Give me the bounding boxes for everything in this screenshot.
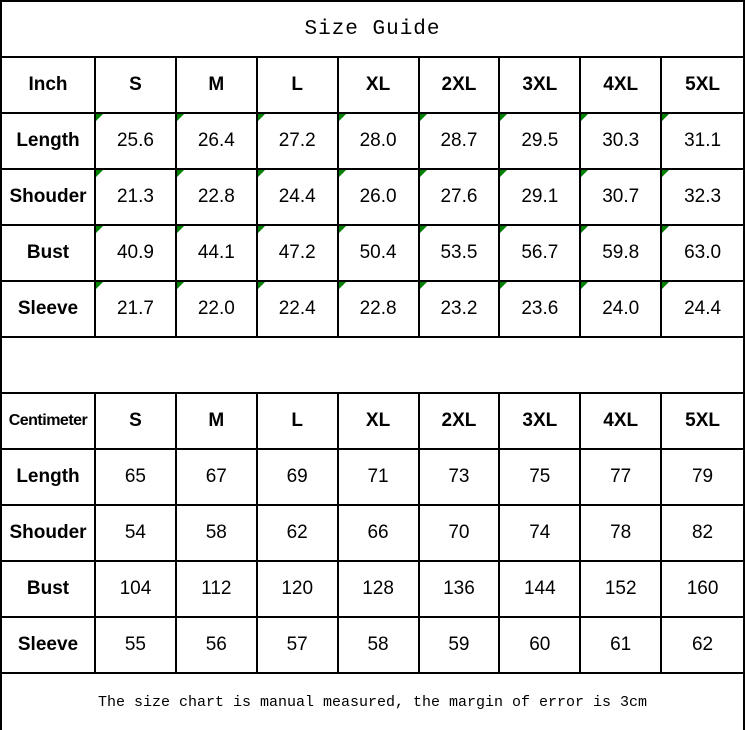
cell-text: 26.0 xyxy=(359,186,397,207)
measure-value-cell xyxy=(258,282,339,338)
green-corner-marker-icon xyxy=(177,114,184,121)
green-corner-marker-icon xyxy=(96,226,103,233)
cell-text: Sleeve xyxy=(17,634,79,655)
measure-value-cell xyxy=(581,114,662,170)
measure-value-cell xyxy=(662,226,743,282)
measure-label-cell xyxy=(2,282,96,338)
measure-value-cell xyxy=(581,618,662,674)
cell-text: Bust xyxy=(26,578,70,599)
measure-value-cell xyxy=(258,562,339,618)
measure-value-cell xyxy=(96,562,177,618)
cell-text: 22.4 xyxy=(278,298,316,319)
cell-text: 22.8 xyxy=(359,298,397,319)
measure-value-cell xyxy=(339,282,420,338)
measure-value-cell xyxy=(500,226,581,282)
measure-value-cell xyxy=(96,282,177,338)
cell-text: 2XL xyxy=(441,74,477,95)
measure-value-cell xyxy=(420,618,501,674)
measure-value-cell xyxy=(177,170,258,226)
size-header-cell xyxy=(662,58,743,114)
green-corner-marker-icon xyxy=(420,114,427,121)
green-corner-marker-icon xyxy=(96,170,103,177)
cell-text: 29.1 xyxy=(521,186,559,207)
cell-text: 22.8 xyxy=(197,186,235,207)
measure-label-cell xyxy=(2,506,96,562)
cell-text: Inch xyxy=(28,74,68,95)
measure-value-cell xyxy=(258,226,339,282)
green-corner-marker-icon xyxy=(339,114,346,121)
size-header-cell xyxy=(581,394,662,450)
cell-text: S xyxy=(129,410,142,431)
measure-value-cell xyxy=(420,226,501,282)
green-corner-marker-icon xyxy=(500,226,507,233)
cell-text: 50.4 xyxy=(359,242,397,263)
measure-label-cell xyxy=(2,450,96,506)
cell-text: 61 xyxy=(610,634,632,655)
green-corner-marker-icon xyxy=(662,282,669,289)
size-header-cell xyxy=(500,58,581,114)
cell-text: 24.4 xyxy=(278,186,316,207)
green-corner-marker-icon xyxy=(339,226,346,233)
cell-text: 160 xyxy=(686,578,719,599)
green-corner-marker-icon xyxy=(581,226,588,233)
cell-text: 58 xyxy=(205,522,227,543)
cell-text: 24.0 xyxy=(602,298,640,319)
measure-value-cell xyxy=(96,506,177,562)
measure-value-cell xyxy=(96,114,177,170)
green-corner-marker-icon xyxy=(177,226,184,233)
green-corner-marker-icon xyxy=(177,282,184,289)
green-corner-marker-icon xyxy=(420,170,427,177)
cell-text: 29.5 xyxy=(521,130,559,151)
cell-text: 67 xyxy=(205,466,227,487)
measure-value-cell xyxy=(96,170,177,226)
measure-value-cell xyxy=(258,170,339,226)
measure-value-cell xyxy=(662,618,743,674)
green-corner-marker-icon xyxy=(420,282,427,289)
measure-value-cell xyxy=(662,562,743,618)
cell-text: 152 xyxy=(604,578,637,599)
cell-text: 28.0 xyxy=(359,130,397,151)
cell-text: 120 xyxy=(281,578,314,599)
size-header-cell xyxy=(662,394,743,450)
measure-value-cell xyxy=(581,450,662,506)
measure-label-cell xyxy=(2,226,96,282)
green-corner-marker-icon xyxy=(500,114,507,121)
cell-text: 78 xyxy=(610,522,632,543)
cell-text: 44.1 xyxy=(197,242,235,263)
inch-size-table xyxy=(2,58,743,338)
cell-text: 27.6 xyxy=(440,186,478,207)
cell-text: L xyxy=(291,74,303,95)
cell-text: 5XL xyxy=(685,74,720,95)
cell-text: 112 xyxy=(201,578,232,599)
measure-value-cell xyxy=(177,506,258,562)
measure-value-cell xyxy=(662,506,743,562)
cell-text: 30.3 xyxy=(602,130,640,151)
measure-value-cell xyxy=(258,450,339,506)
size-header-cell xyxy=(177,58,258,114)
measure-value-cell xyxy=(420,282,501,338)
cell-text: 53.5 xyxy=(440,242,478,263)
green-corner-marker-icon xyxy=(177,170,184,177)
cell-text: 59 xyxy=(448,634,470,655)
green-corner-marker-icon xyxy=(258,282,265,289)
measure-value-cell xyxy=(258,506,339,562)
cell-text: L xyxy=(291,410,303,431)
measure-value-cell xyxy=(500,562,581,618)
measure-value-cell xyxy=(420,506,501,562)
cell-text: 26.4 xyxy=(197,130,235,151)
cell-text: 40.9 xyxy=(116,242,154,263)
green-corner-marker-icon xyxy=(258,114,265,121)
green-corner-marker-icon xyxy=(581,170,588,177)
measure-value-cell xyxy=(581,170,662,226)
unit-header-cell xyxy=(2,394,96,450)
page-title: Size Guide xyxy=(2,2,743,58)
cell-text: 21.3 xyxy=(116,186,154,207)
cell-text: Length xyxy=(16,130,80,151)
measure-value-cell xyxy=(500,450,581,506)
green-corner-marker-icon xyxy=(258,170,265,177)
measure-value-cell xyxy=(339,562,420,618)
cell-text: 58 xyxy=(367,634,389,655)
cell-text: 73 xyxy=(448,466,470,487)
green-corner-marker-icon xyxy=(500,170,507,177)
measure-value-cell xyxy=(339,506,420,562)
green-corner-marker-icon xyxy=(258,226,265,233)
cell-text: Sleeve xyxy=(17,298,79,319)
cell-text: 4XL xyxy=(603,410,639,431)
measure-value-cell xyxy=(96,450,177,506)
measure-value-cell xyxy=(258,618,339,674)
cell-text: 66 xyxy=(367,522,389,543)
measure-value-cell xyxy=(177,562,258,618)
cell-text: 71 xyxy=(367,466,389,487)
cell-text: M xyxy=(208,74,225,95)
cell-text: 69 xyxy=(286,466,308,487)
measure-value-cell xyxy=(500,618,581,674)
cell-text: 75 xyxy=(529,466,551,487)
measure-label-cell xyxy=(2,114,96,170)
measure-value-cell xyxy=(339,618,420,674)
size-header-cell xyxy=(96,394,177,450)
green-corner-marker-icon xyxy=(96,282,103,289)
centimeter-size-table xyxy=(2,394,743,674)
cell-text: Length xyxy=(16,466,80,487)
cell-text: Bust xyxy=(26,242,70,263)
cell-text: 28.7 xyxy=(440,130,478,151)
cell-text: 128 xyxy=(362,578,394,599)
measure-value-cell xyxy=(339,226,420,282)
green-corner-marker-icon xyxy=(420,226,427,233)
measure-value-cell xyxy=(581,226,662,282)
cell-text: 4XL xyxy=(603,74,639,95)
green-corner-marker-icon xyxy=(339,282,346,289)
measure-value-cell xyxy=(96,226,177,282)
measure-value-cell xyxy=(500,114,581,170)
green-corner-marker-icon xyxy=(662,170,669,177)
measure-value-cell xyxy=(177,114,258,170)
measure-value-cell xyxy=(500,170,581,226)
measure-value-cell xyxy=(339,170,420,226)
table-spacer-row xyxy=(2,338,743,394)
unit-header-cell xyxy=(2,58,96,114)
measure-value-cell xyxy=(662,282,743,338)
cell-text: XL xyxy=(365,74,391,95)
measure-value-cell xyxy=(581,562,662,618)
cell-text: S xyxy=(129,74,142,95)
measure-value-cell xyxy=(339,114,420,170)
cell-text: 144 xyxy=(523,578,556,599)
cell-text: 56 xyxy=(205,634,227,655)
cell-text: 55 xyxy=(124,634,146,655)
cell-text: 60 xyxy=(529,634,551,655)
measure-value-cell xyxy=(339,450,420,506)
green-corner-marker-icon xyxy=(581,282,588,289)
cell-text: Shouder xyxy=(9,522,87,543)
cell-text: 30.7 xyxy=(602,186,640,207)
cell-text: Shouder xyxy=(9,186,87,207)
measure-value-cell xyxy=(420,170,501,226)
measure-label-cell xyxy=(2,618,96,674)
cell-text: 65 xyxy=(124,466,146,487)
footer-note: The size chart is manual measured, the margin of error is 3cm xyxy=(97,693,648,711)
cell-text: Centimeter xyxy=(8,412,88,429)
cell-text: 23.2 xyxy=(440,298,478,319)
cell-text: 136 xyxy=(443,578,475,599)
measure-value-cell xyxy=(500,506,581,562)
cell-text: 31.1 xyxy=(684,130,722,151)
size-header-cell xyxy=(581,58,662,114)
green-corner-marker-icon xyxy=(500,282,507,289)
measure-value-cell xyxy=(177,282,258,338)
size-header-cell xyxy=(339,58,420,114)
green-corner-marker-icon xyxy=(339,170,346,177)
cell-text: 2XL xyxy=(441,410,477,431)
measure-value-cell xyxy=(581,282,662,338)
measure-value-cell xyxy=(177,618,258,674)
green-corner-marker-icon xyxy=(96,114,103,121)
size-header-cell xyxy=(258,58,339,114)
cell-text: 47.2 xyxy=(278,242,316,263)
green-corner-marker-icon xyxy=(662,226,669,233)
cell-text: 3XL xyxy=(522,74,558,95)
measure-value-cell xyxy=(258,114,339,170)
size-header-cell xyxy=(177,394,258,450)
cell-text: 56.7 xyxy=(521,242,559,263)
measure-value-cell xyxy=(662,114,743,170)
cell-text: 24.4 xyxy=(684,298,722,319)
size-header-cell xyxy=(420,394,501,450)
cell-text: 62 xyxy=(286,522,308,543)
cell-text: 74 xyxy=(529,522,551,543)
cell-text: 5XL xyxy=(685,410,720,431)
measure-value-cell xyxy=(500,282,581,338)
cell-text: 79 xyxy=(691,466,714,487)
size-header-cell xyxy=(420,58,501,114)
cell-text: XL xyxy=(365,410,391,431)
measure-value-cell xyxy=(420,114,501,170)
measure-label-cell xyxy=(2,562,96,618)
cell-text: 77 xyxy=(610,466,632,487)
measure-value-cell xyxy=(662,170,743,226)
cell-text: 21.7 xyxy=(116,298,154,319)
cell-text: 104 xyxy=(119,578,152,599)
cell-text: 23.6 xyxy=(521,298,559,319)
cell-text: 63.0 xyxy=(684,242,722,263)
cell-text: 59.8 xyxy=(602,242,640,263)
cell-text: 54 xyxy=(124,522,146,543)
measure-value-cell xyxy=(420,562,501,618)
green-corner-marker-icon xyxy=(581,114,588,121)
measure-value-cell xyxy=(177,226,258,282)
cell-text: M xyxy=(208,410,225,431)
measure-label-cell xyxy=(2,170,96,226)
measure-value-cell xyxy=(420,450,501,506)
cell-text: 62 xyxy=(691,634,714,655)
measure-value-cell xyxy=(662,450,743,506)
cell-text: 22.0 xyxy=(197,298,235,319)
size-header-cell xyxy=(258,394,339,450)
cell-text: 82 xyxy=(691,522,714,543)
measure-value-cell xyxy=(96,618,177,674)
size-header-cell xyxy=(500,394,581,450)
cell-text: 3XL xyxy=(522,410,558,431)
cell-text: 57 xyxy=(286,634,308,655)
cell-text: 25.6 xyxy=(116,130,154,151)
cell-text: 70 xyxy=(448,522,470,543)
size-header-cell xyxy=(339,394,420,450)
green-corner-marker-icon xyxy=(662,114,669,121)
cell-text: 27.2 xyxy=(278,130,316,151)
size-header-cell xyxy=(96,58,177,114)
cell-text: 32.3 xyxy=(684,186,722,207)
measure-value-cell xyxy=(177,450,258,506)
measure-value-cell xyxy=(581,506,662,562)
